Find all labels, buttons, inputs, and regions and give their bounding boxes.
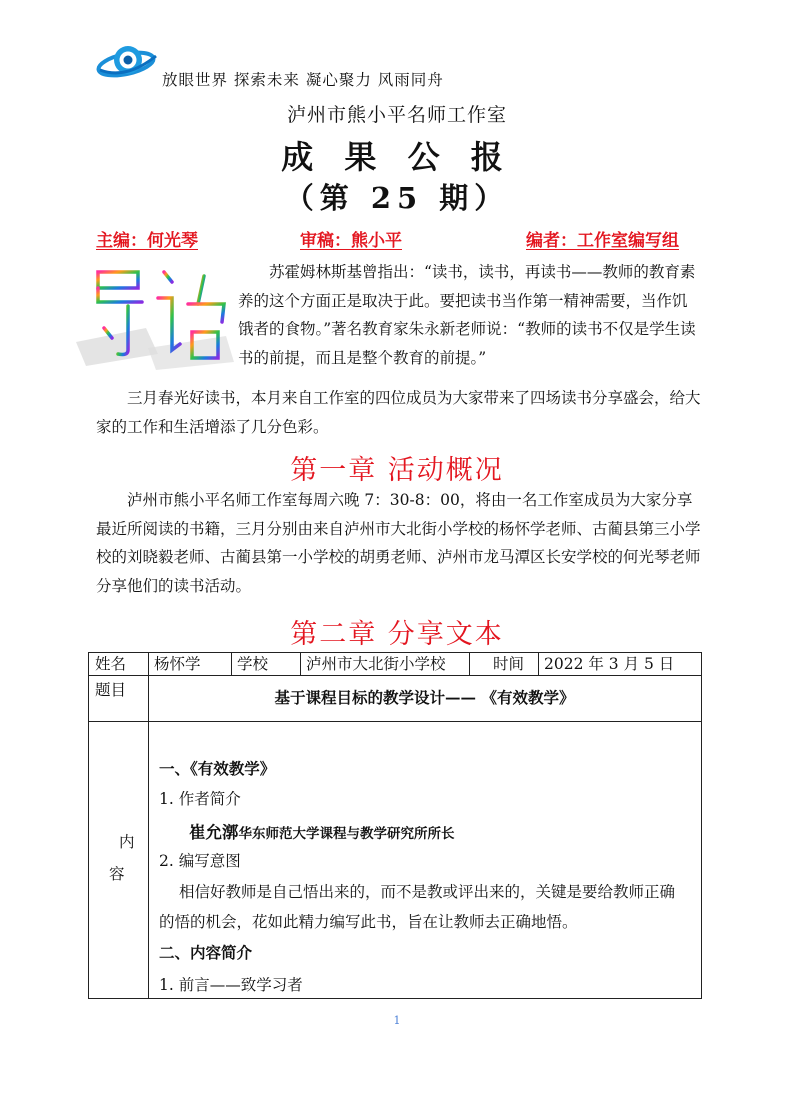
school-value: 泸州市大北街小学校 xyxy=(306,655,446,673)
intent-line-2: 的悟的机会，花如此精力编写此书，旨在让教师去正确地悟。 xyxy=(159,913,578,931)
credit-writer: 编者：工作室编写组 xyxy=(526,231,679,251)
name-value: 杨怀学 xyxy=(154,655,201,673)
content-item-preface: 1. 前言——致学习者 xyxy=(159,976,303,994)
bulletin-title: 成 果 公 报 xyxy=(281,138,513,176)
page-number: 1 xyxy=(393,1014,401,1027)
credit-editor: 主编：何光琴 xyxy=(96,231,198,251)
intro-paragraph: 三月春光好读书，本月来自工作室的四位成员为大家带来了四场读书分享盛会，给大家的工作和生活增添了几分色彩。 xyxy=(96,389,701,436)
school-label: 学校 xyxy=(237,655,269,673)
content-item-author-intro: 1. 作者简介 xyxy=(159,790,241,808)
chapter-1-heading: 第一章 活动概况 xyxy=(290,455,504,486)
chapter-1-paragraph: 泸州市熊小平名师工作室每周六晚 7：30-8：00，将由一名工作室成员为大家分享最近所阅读的书籍，三月分别由来自泸州市大北街小学校的杨怀学老师、古蔺县第三小学校的刘晓毅老师、古蔺县第一小学校的胡勇老师、泸州市龙马潭区长安学校的何光琴老师分享他们的读书活动。 xyxy=(96,491,701,595)
issue-number: （第 25 期） xyxy=(284,181,510,215)
content-item-intent: 2. 编写意图 xyxy=(159,852,241,870)
intro-quote: 苏霍姆林斯基曾指出：“读书，读书，再读书——教师的教育素养的这个方面正是取决于此。要把读书当作第一精神需要，当作饥饿者的食物。”著名教育家朱永新老师说：“教师的读书不仅是学生读书的前提，而且是整个教育的前提。” xyxy=(238,263,696,367)
eye-planet-logo-icon xyxy=(96,40,160,84)
time-label: 时间 xyxy=(493,655,525,673)
credit-reviewer: 审稿：熊小平 xyxy=(300,231,402,251)
content-section-2: 二、内容简介 xyxy=(159,943,253,962)
intent-line-1: 相信好教师是自己悟出来的，而不是教或评出来的，关键是要给教师正确 xyxy=(179,883,676,901)
content-label-2: 容 xyxy=(109,865,125,883)
content-label-1: 内 xyxy=(119,833,135,851)
author-name: 崔允漷 xyxy=(189,823,239,842)
topic-value: 基于课程目标的教学设计—— 《有效教学》 xyxy=(274,688,575,707)
studio-name: 泸州市熊小平名师工作室 xyxy=(286,104,507,126)
guide-word-art-icon xyxy=(76,258,236,376)
author-description: 华东师范大学课程与教学研究所所长 xyxy=(238,826,455,842)
content-section-1: 一、《有效教学》 xyxy=(159,759,276,778)
slogan: 放眼世界 探索未来 凝心聚力 风雨同舟 xyxy=(162,71,444,89)
name-label: 姓名 xyxy=(95,655,127,673)
topic-label: 题目 xyxy=(95,681,127,699)
time-value: 2022 年 3 月 5 日 xyxy=(544,655,675,673)
chapter-2-heading: 第二章 分享文本 xyxy=(290,619,504,650)
share-table xyxy=(88,652,702,999)
